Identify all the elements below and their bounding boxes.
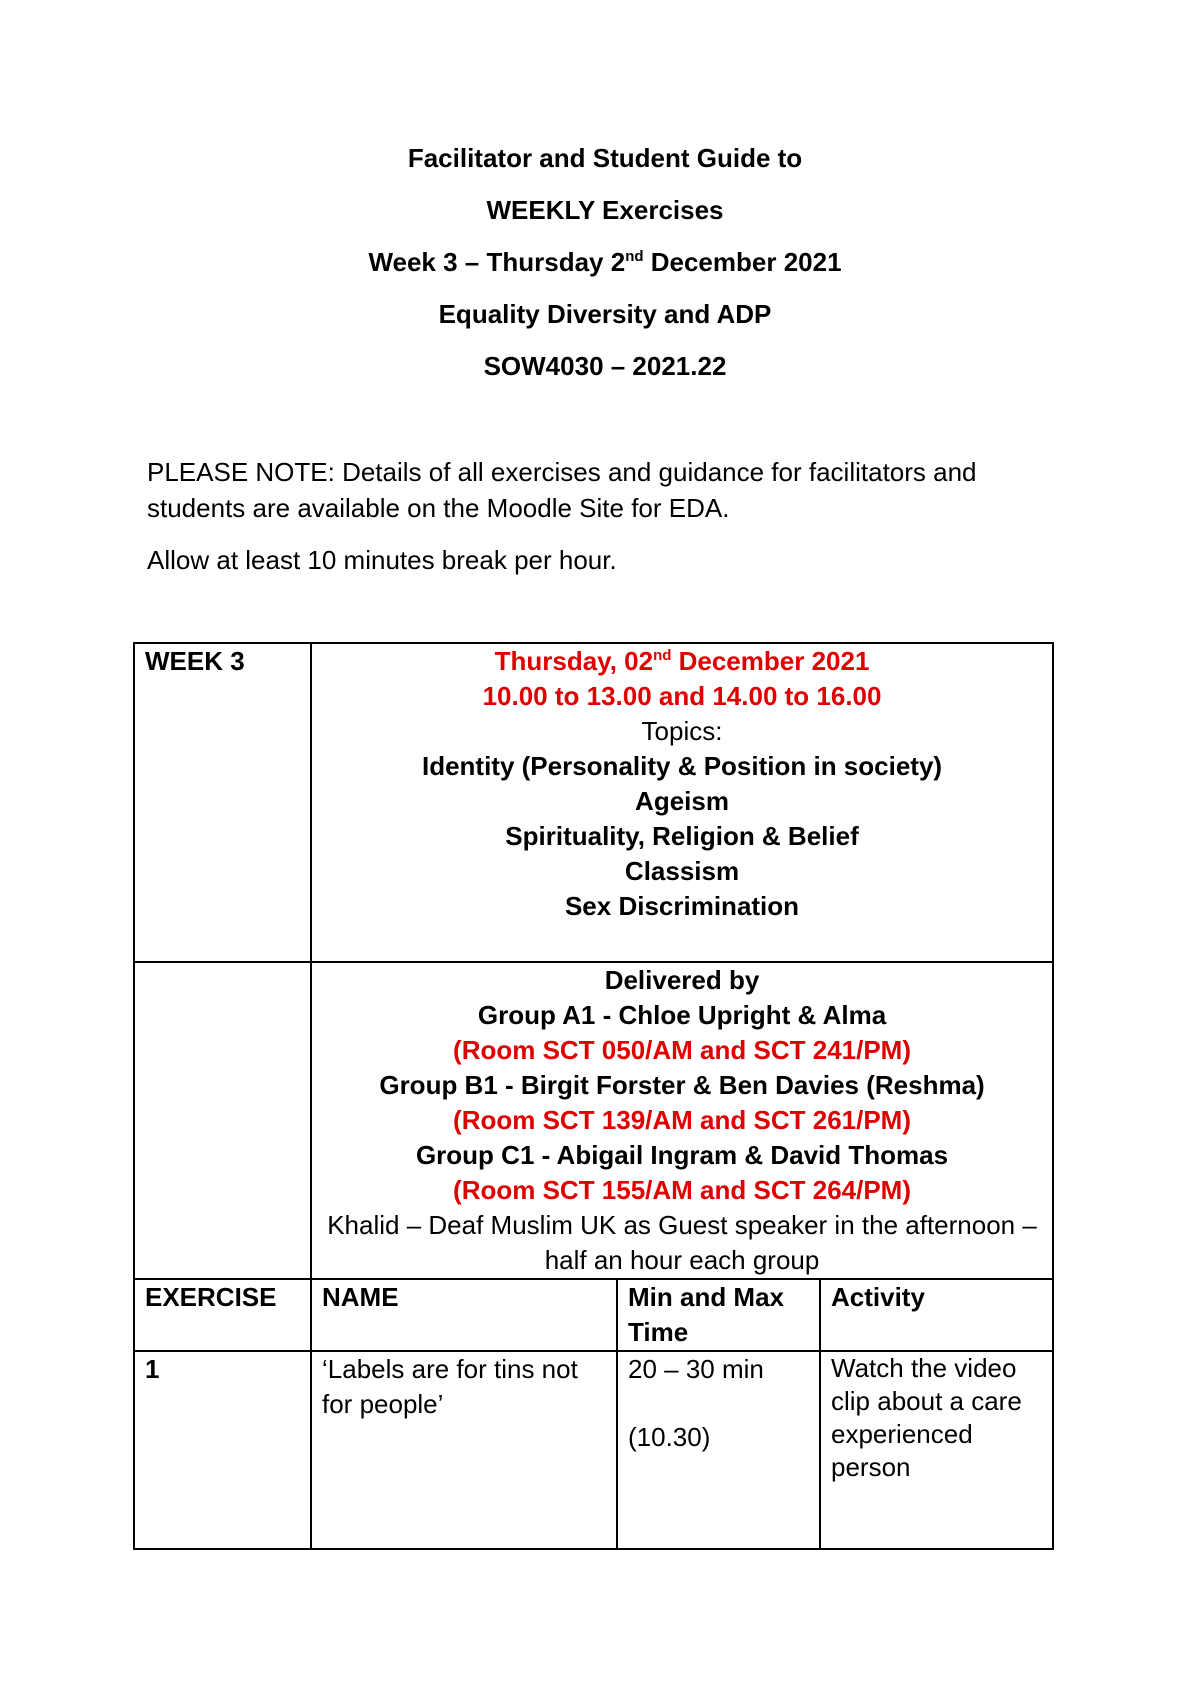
- week-details-cell: [311, 643, 1053, 962]
- exercise-start-time: (10.30): [628, 1422, 711, 1452]
- header-line-3-sup: nd: [625, 248, 644, 265]
- exercise-duration: 20 – 30 min: [628, 1354, 764, 1384]
- group-room: (Room SCT 050/AM and SCT 241/PM): [453, 1035, 911, 1065]
- week-label-cell: [134, 643, 311, 962]
- week-row: [134, 643, 1053, 962]
- header-cell-activity: Activity: [820, 1279, 1053, 1351]
- topic-item: Sex Discrimination: [564, 891, 800, 921]
- document-header: [0, 143, 1200, 403]
- week-times: 10.00 to 13.00 and 14.00 to 16.00: [482, 681, 882, 711]
- header-line-3: [0, 247, 1200, 277]
- week-label: WEEK 3: [145, 646, 245, 676]
- group-room: (Room SCT 155/AM and SCT 264/PM): [453, 1175, 911, 1205]
- header-line-5: SOW4030 – 2021.22: [483, 351, 727, 381]
- exercise-activity-cell: [820, 1351, 1053, 1549]
- group-name: Group C1 - Abigail Ingram & David Thomas: [415, 1140, 949, 1170]
- header-line-3-prefix: Week 3 – Thursday 2: [368, 247, 626, 277]
- header-line-4: Equality Diversity and ADP: [438, 299, 772, 329]
- group-room: (Room SCT 139/AM and SCT 261/PM): [453, 1105, 911, 1135]
- week-date-sup: nd: [653, 647, 672, 664]
- please-note-text: PLEASE NOTE: Details of all exercises and guidance for facilitators and students are available on the Moodle Site for EDA.: [147, 457, 977, 523]
- exercise-number-cell: 1: [134, 1351, 311, 1549]
- topic-item: Classism: [624, 856, 740, 886]
- guest-speaker-note: Khalid – Deaf Muslim UK as Guest speaker in the afternoon – half an hour each group: [327, 1210, 1037, 1275]
- delivered-empty-cell: [134, 962, 311, 1279]
- group-name: Group A1 - Chloe Upright & Alma: [477, 1000, 887, 1030]
- delivered-row: [134, 962, 1053, 1279]
- delivered-heading: Delivered by: [604, 965, 760, 995]
- header-line-3-suffix: December 2021: [643, 247, 842, 277]
- header-cell-exercise: EXERCISE: [134, 1279, 311, 1351]
- exercise-header-row: [134, 1279, 1053, 1351]
- exercise-name-cell: ‘Labels are for tins not for people’: [311, 1351, 617, 1549]
- topic-item: Ageism: [635, 786, 729, 816]
- week-date: [322, 644, 1042, 679]
- topics-label: Topics:: [641, 716, 723, 746]
- week-date-suffix: December 2021: [671, 646, 870, 676]
- exercise-time-cell: [617, 1351, 820, 1549]
- delivered-details-cell: [311, 962, 1053, 1279]
- table-row: [134, 1351, 1053, 1549]
- schedule-table: [133, 642, 1054, 1550]
- header-line-1: Facilitator and Student Guide to: [407, 143, 803, 173]
- group-name: Group B1 - Birgit Forster & Ben Davies (Reshma): [379, 1070, 985, 1100]
- topic-item: Identity (Personality & Position in society): [421, 751, 943, 781]
- header-cell-name: NAME: [311, 1279, 617, 1351]
- notes-section: [147, 454, 1077, 578]
- header-line-2: WEEKLY Exercises: [486, 195, 724, 225]
- exercise-activity: Watch the video clip about a care experienced person: [831, 1353, 1022, 1482]
- break-note-text: Allow at least 10 minutes break per hour.: [147, 545, 617, 575]
- topic-item: Spirituality, Religion & Belief: [505, 821, 859, 851]
- week-date-prefix: Thursday, 02: [494, 646, 654, 676]
- header-cell-time: Min and Max Time: [617, 1279, 820, 1351]
